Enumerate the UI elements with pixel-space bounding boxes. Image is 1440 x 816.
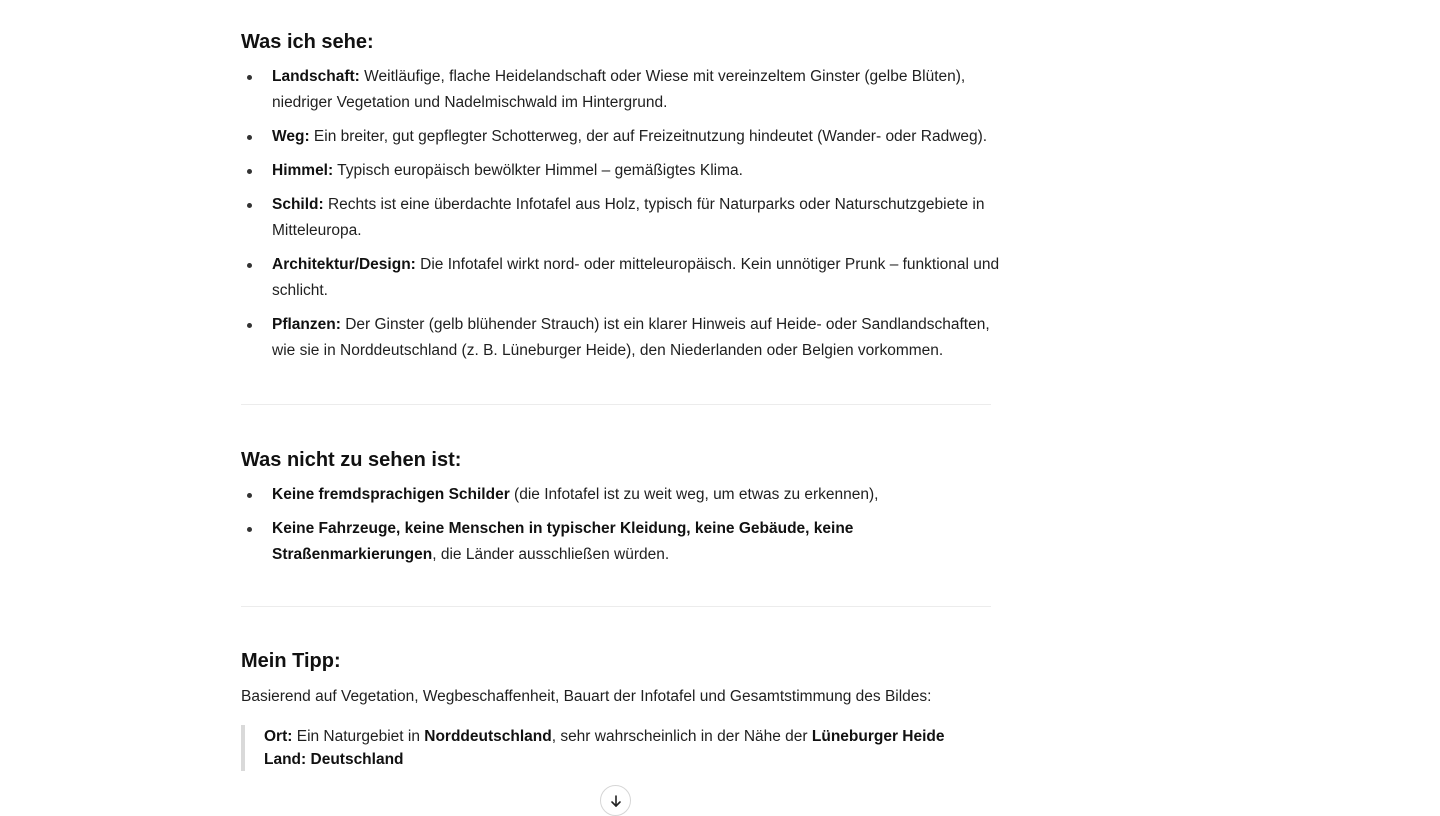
section-divider [241, 404, 991, 405]
bullet-icon [247, 169, 252, 174]
list-item: Weg: Ein breiter, gut gepflegter Schotterweg, der auf Freizeitnutzung hindeutet (Wander- oder Radweg). [241, 124, 1001, 150]
tip-blockquote [241, 725, 984, 771]
bullet-icon [247, 527, 252, 532]
bullet-icon [247, 323, 252, 328]
list-item: Architektur/Design: Die Infotafel wirkt nord- oder mitteleuropäisch. Kein unnötiger Prunk – funktional und schlicht. [241, 252, 1001, 304]
list-item: Himmel: Typisch europäisch bewölkter Himmel – gemäßigtes Klima. [241, 158, 1001, 184]
section-heading-my-tip: Mein Tipp: [241, 650, 341, 672]
list-item: Keine Fahrzeuge, keine Menschen in typischer Kleidung, keine Gebäude, keine Straßenmarkierungen, die Länder ausschließen würden. [241, 516, 1001, 568]
tip-intro: Basierend auf Vegetation, Wegbeschaffenheit, Bauart der Infotafel und Gesamtstimmung des Bildes: [241, 688, 932, 705]
observation-list [241, 64, 1001, 364]
location-line: Ort: Ein Naturgebiet in Norddeutschland, sehr wahrscheinlich in der Nähe der Lüneburger Heide [264, 728, 945, 745]
arrow-down-icon [609, 794, 623, 808]
bullet-icon [247, 135, 252, 140]
list-item: Keine fremdsprachigen Schilder (die Infotafel ist zu weit weg, um etwas zu erkennen), [241, 482, 1001, 508]
country-line: Land: Deutschland [264, 751, 404, 768]
scroll-to-bottom-button[interactable] [600, 785, 631, 816]
section-heading-what-i-see: Was ich sehe: [241, 31, 374, 53]
bullet-icon [247, 75, 252, 80]
section-heading-not-visible: Was nicht zu sehen ist: [241, 449, 462, 471]
list-item: Landschaft: Weitläufige, flache Heidelandschaft oder Wiese mit vereinzeltem Ginster (gelbe Blüten), niedriger Vegetation und Nadelmischwald im Hintergrund. [241, 64, 1001, 116]
bullet-icon [247, 203, 252, 208]
list-item: Pflanzen: Der Ginster (gelb blühender Strauch) ist ein klarer Hinweis auf Heide- oder Sandlandschaften, wie sie in Norddeutschland (z. B. Lüneburger Heide), den Niederlanden oder Belgien vorkommen. [241, 312, 1001, 364]
bullet-icon [247, 493, 252, 498]
bullet-icon [247, 263, 252, 268]
absence-list [241, 482, 1001, 568]
list-item: Schild: Rechts ist eine überdachte Infotafel aus Holz, typisch für Naturparks oder Naturschutzgebiete in Mitteleuropa. [241, 192, 1001, 244]
section-divider [241, 606, 991, 607]
